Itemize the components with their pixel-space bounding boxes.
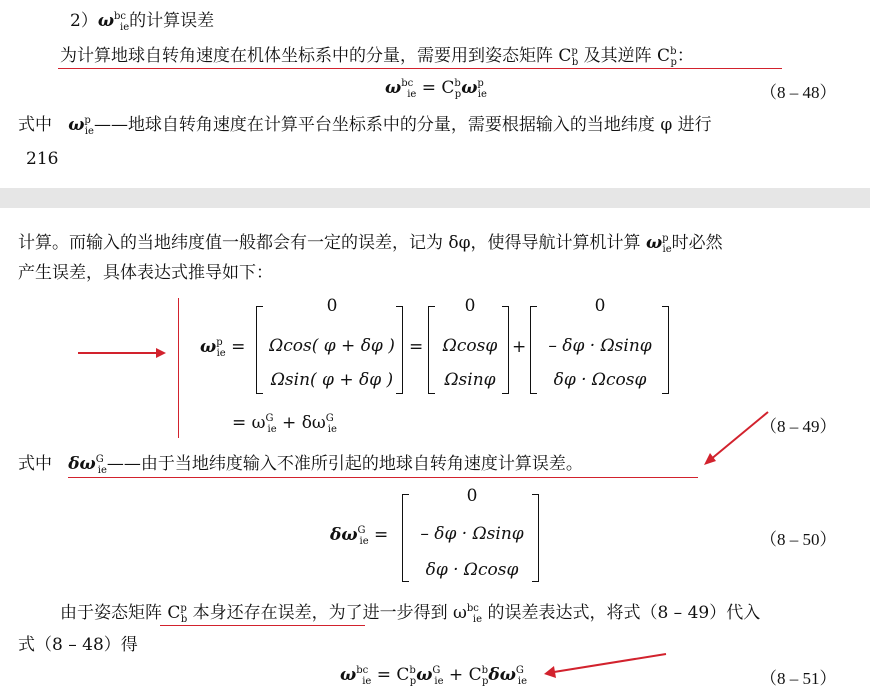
matrix2-row3: Ωsinφ	[444, 370, 496, 390]
paragraph-2-line-2: 产生误差，具体表达式推导如下：	[18, 263, 273, 283]
underline-para3	[160, 625, 365, 626]
underline-where2	[68, 477, 698, 478]
matrix3-row2: – δφ · Ωsinφ	[548, 336, 652, 356]
equation-number-8-49: （8 – 49）	[760, 417, 837, 436]
eq49-equals: =	[409, 337, 424, 357]
matrix1-right-bracket	[396, 306, 403, 394]
paragraph-1: 为计算地球自转角速度在机体坐标系中的分量，需要用到姿态矩阵 $C^p_b$ 及其逆阵 $C^b_p$：	[60, 46, 694, 68]
annotation-arrow-diagonal-1	[700, 408, 772, 468]
matrix3-row1: 0	[594, 296, 606, 316]
page-number: 216	[26, 149, 59, 169]
matrix3-row3: δφ · Ωcosφ	[553, 370, 647, 390]
eq50-right-bracket	[532, 494, 539, 582]
matrix1-row2: Ωcos( φ + δφ )	[269, 336, 395, 356]
eq49-lhs: $\omega^p_{ie}$ =	[200, 337, 246, 359]
where-clause-2: 式中 $\delta\omega^G_{ie}——$由于当地纬度输入不准所引起的地球自转角速度计算误差。	[18, 454, 583, 476]
where-clause-1: 式中 $\omega^p_{ie}——$地球自转角速度在计算平台坐标系中的分量，需要根据输入的当地纬度 φ 进行	[18, 115, 712, 137]
matrix3-right-bracket	[662, 306, 669, 394]
annotation-arrow-left	[76, 345, 166, 361]
matrix2-right-bracket	[502, 306, 509, 394]
paragraph-2-line-1: 计算。而输入的当地纬度值一般都会有一定的误差，记为 δφ，使得导航计算机计算 $\omega^p_{ie}$时必然	[18, 233, 723, 255]
matrix1-row1: 0	[326, 296, 338, 316]
matrix2-row2: Ωcosφ	[442, 336, 498, 356]
section-heading: $2)\omega^{bc}_{ie}$的计算误差	[70, 11, 215, 33]
matrix2-row1: 0	[464, 296, 476, 316]
page-break-band	[0, 188, 870, 208]
equation-8-51: $\omega^{bc}_{ie} = C^b_p\omega^G_{ie} + C^b_p\delta\omega^G_{ie}$	[340, 665, 528, 687]
eq50-row2: – δφ · Ωsinφ	[420, 524, 524, 544]
eq50-row1: 0	[466, 486, 478, 506]
eq49-plus: +	[512, 337, 527, 357]
eq49-line2: = $\omega^G_{ie} + \delta\omega^G_{ie}$	[232, 413, 337, 435]
underline-para1	[58, 68, 782, 69]
eq50-lhs: $\delta\omega^G_{ie}$ =	[330, 525, 389, 547]
annotation-arrow-diagonal-2	[540, 650, 670, 680]
annotation-vertical-line	[178, 298, 179, 438]
equation-number-8-51: （8 – 51）	[760, 669, 837, 688]
paragraph-3-line-1: 由于姿态矩阵 $C^p_b$ 本身还存在误差，为了进一步得到 $\omega^{bc}_{ie}$ 的误差表达式，将式（8 – 49）代入	[60, 603, 761, 625]
equation-8-48: $\omega^{bc}_{ie} = C^b_p\omega^p_{ie}$	[385, 78, 487, 100]
equation-number-8-48: （8 – 48）	[760, 83, 837, 102]
equation-number-8-50: （8 – 50）	[760, 530, 837, 549]
paragraph-3-line-2: 式（8 – 48）得	[18, 635, 138, 655]
matrix1-row3: Ωsin( φ + δφ )	[270, 370, 394, 390]
eq50-row3: δφ · Ωcosφ	[425, 560, 519, 580]
